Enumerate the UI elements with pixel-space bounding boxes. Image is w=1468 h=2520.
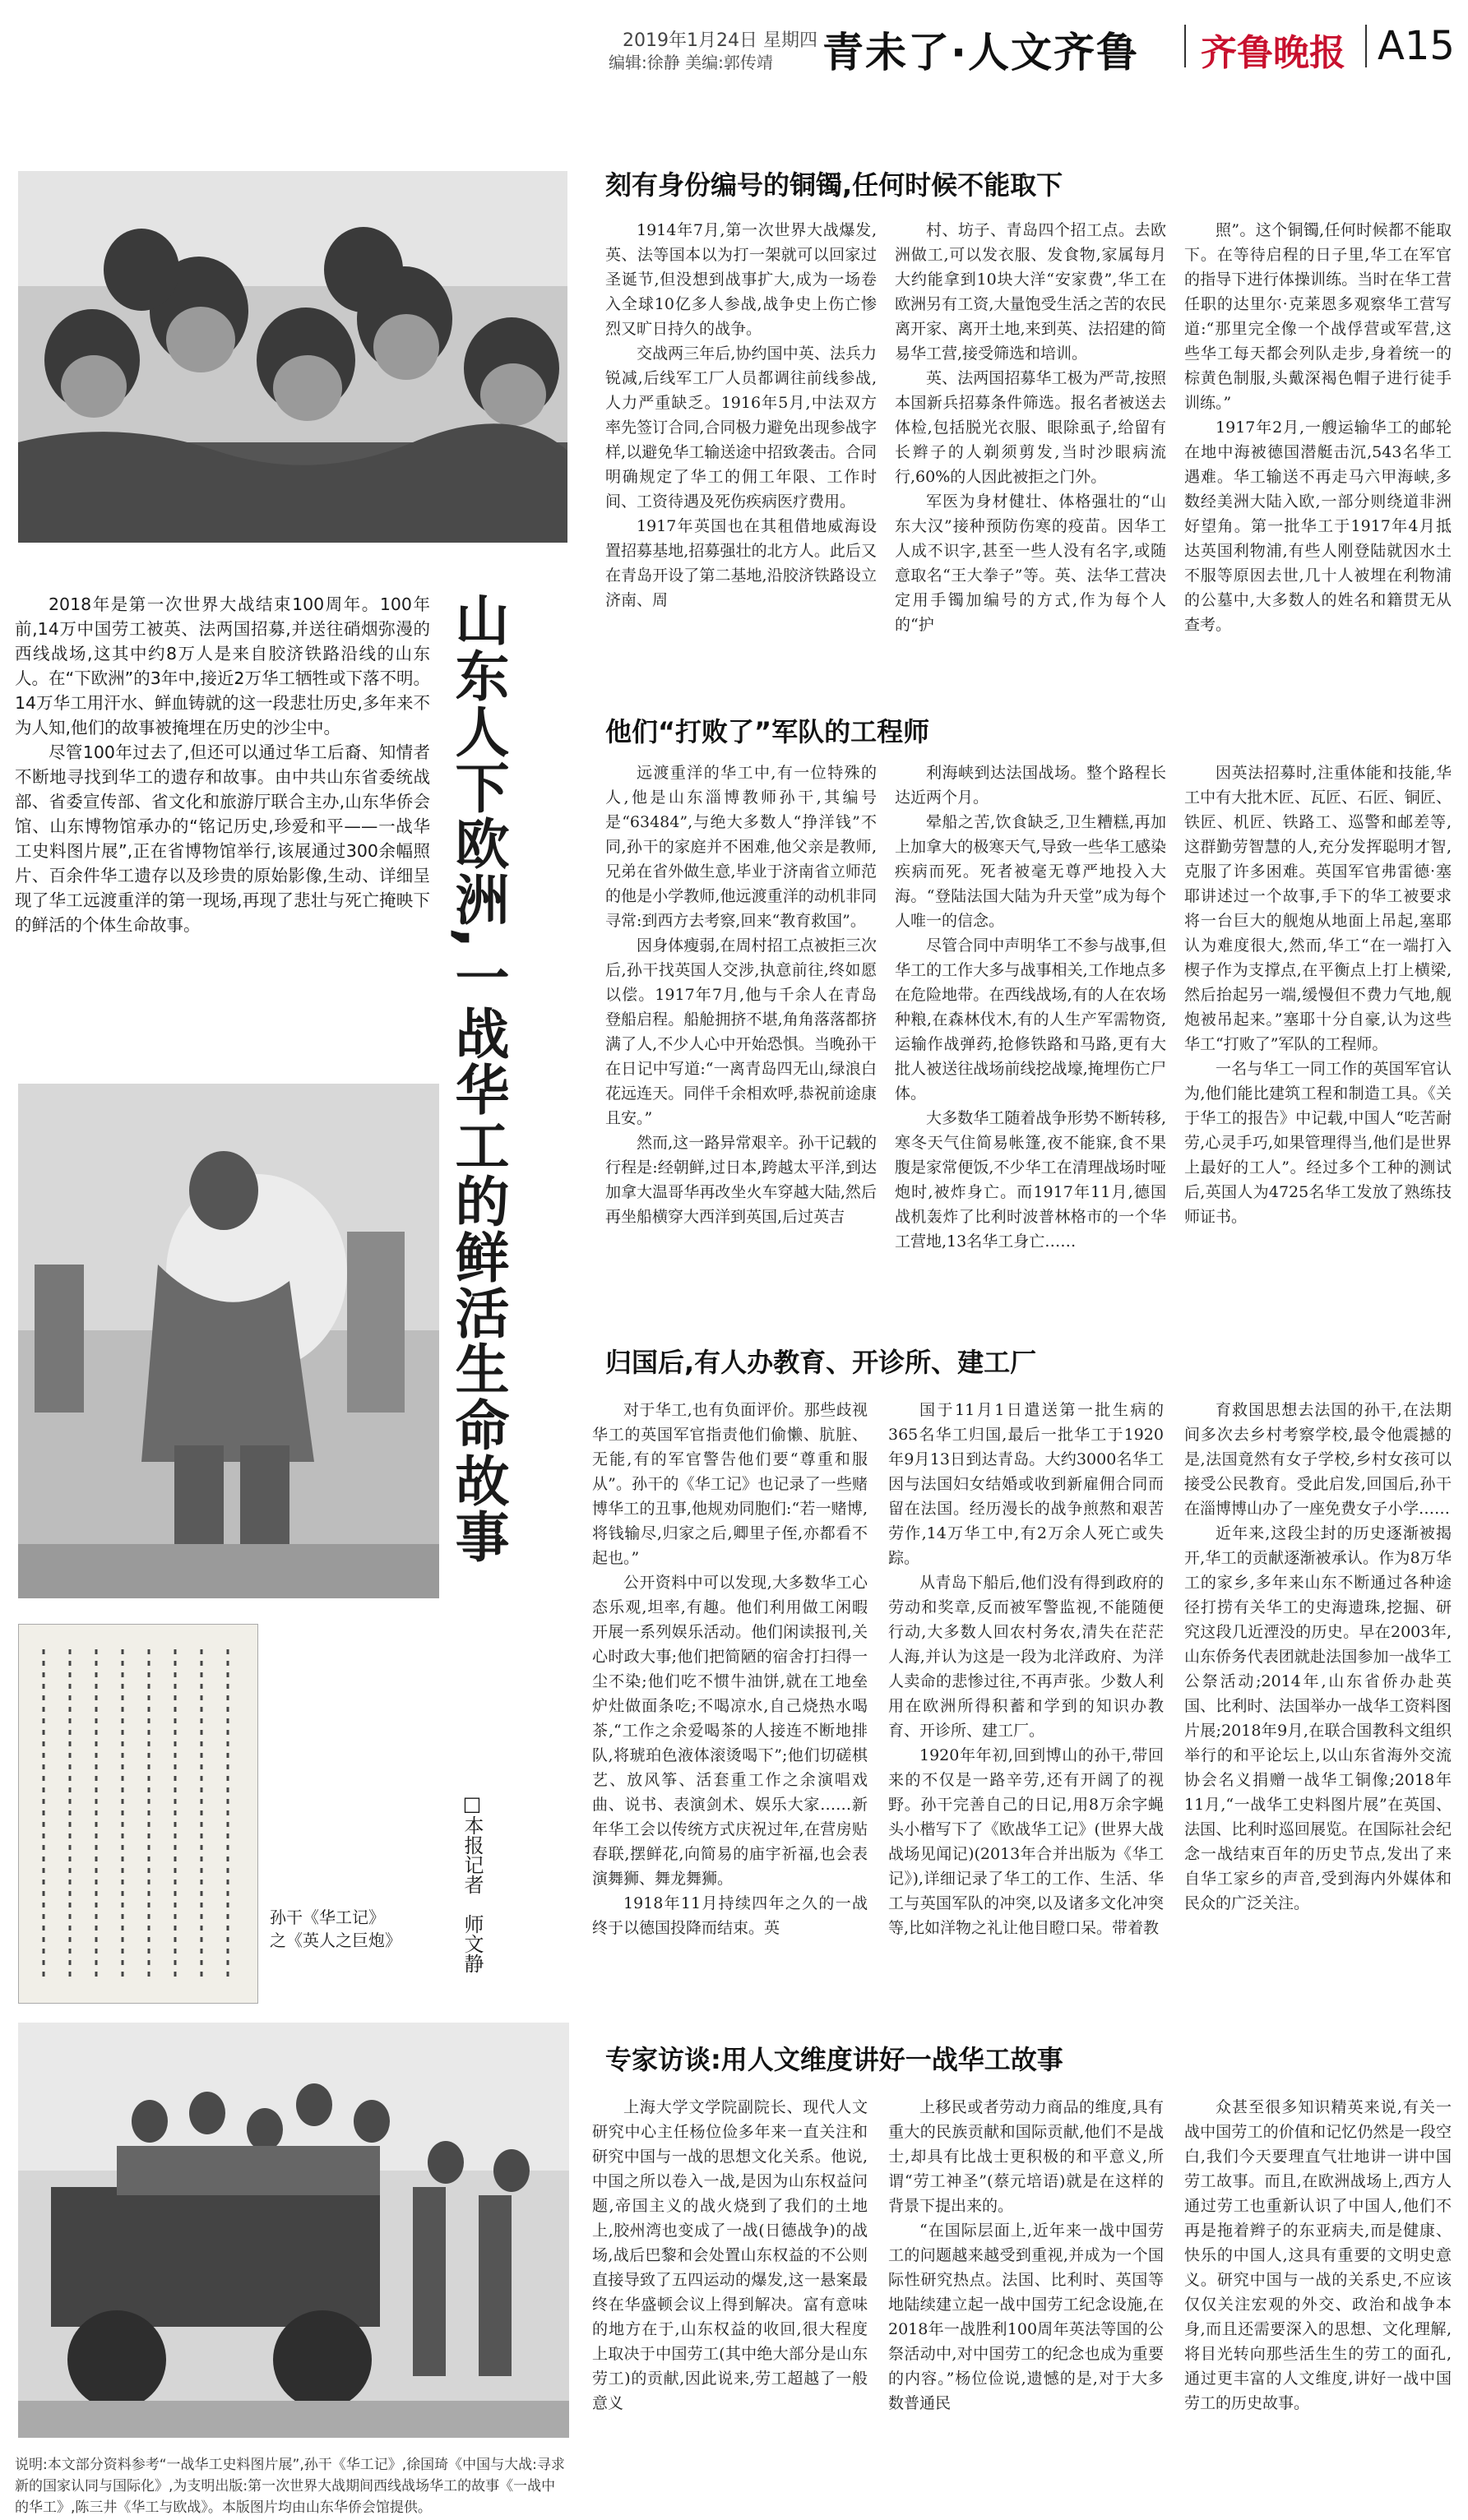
article-column: [1184, 218, 1452, 695]
section-heading: 他们“打败了”军队的工程师: [605, 716, 930, 747]
article-column: [1184, 761, 1452, 1320]
paragraph: 近年来,这段尘封的历史逐渐被揭开,华工的贡献逐渐被承认。作为8万华工的家乡,多年来山东不断通过各种途径打捞有关华工的史海遗珠,挖掘、研究这段几近湮没的历史。早在2003年,山东侨务代表团就赴法国参加一战华工公祭活动;2014年,山东省侨办赴英国、比利时、法国举办一战华工资料图片展;2018年9月,在联合国教科文组织举行的和平论坛上,以山东省海外交流协会名义捐赠一战华工铜像;2018年11月,“一战华工史料图片展”在英国、法国、比利时巡回展览。在国际社会纪念一战结束百年的历史节点,发出了来自华工家乡的声音,受到海内外媒体和民众的广泛关注。: [1184, 1524, 1452, 1912]
paragraph: 对于华工,也有负面评价。那些歧视华工的英国军官指责他们偷懒、肮脏、无能,有的军官警告他们要“尊重和服从”。孙干的《华工记》也记录了一些赌博华工的丑事,他规劝同胞们:“若一赌博,将钱输尽,归家之后,卿里子侄,亦都看不起也。”: [592, 1401, 868, 1567]
editor-credits: 编辑:徐静 美编:郭传靖: [609, 53, 773, 72]
paragraph: 上海大学文学院副院长、现代人文研究中心主任杨位俭多年来一直关注和研究中国与一战的思想文化关系。他说,中国之所以卷入一战,是因为山东权益问题,帝国主义的战火烧到了我们的土地上,胶州湾也变成了一战(日德战争)的战场,战后巴黎和会处置山东权益的不公则直接导致了五四运动的爆发,这一悬案最终在华盛顿会议上得到解决。富有意味的地方在于,山东权益的收回,很大程度上取决于中国劳工(其中绝大部分是山东劳工)的贡献,因此说来,劳工超越了一般意义: [592, 2098, 868, 2412]
paragraph: 公开资料中可以发现,大多数华工心态乐观,坦率,有趣。他们利用做工闲暇开展一系列娱乐活动。他们闲读报刊,关心时政大事;他们把简陋的宿舍打扫得一尘不染;他们吃不惯牛油饼,就在工地垒炉灶做面条吃;不喝凉水,自己烧热水喝茶,“工作之余爱喝茶的人接连不断地排队,将琥珀色液体滚烫喝下”;他们切磋棋艺、放风筝、活套重工作之余演唱戏曲、说书、表演剑术、娱乐大家……新年华工会以传统方式庆祝过年,在营房贴春联,摆鲜花,向简易的庙宇祈福,也会表演舞狮、舞龙舞狮。: [592, 1574, 868, 1888]
paragraph: 因身体瘦弱,在周村招工点被拒三次后,孙干找英国人交涉,执意前往,终如愿以偿。1917年7月,他与千余人在青岛登船启程。船舱拥挤不堪,角角落落都挤满了人,不少人心中开始恐惧。当晚孙干在日记中写道:“一离青岛四无山,绿浪白花远连天。同伴千余相欢呼,恭祝前途康且安。”: [605, 936, 877, 1127]
photo-laborers-group: [18, 171, 567, 543]
article-column: [895, 761, 1166, 1320]
photo-truck-soldiers: [18, 2023, 569, 2438]
article-column: [888, 2095, 1164, 2506]
article-column: [888, 1398, 1164, 2014]
article-column: [1184, 1398, 1452, 2014]
section-heading: 刻有身份编号的铜镯,任何时候不能取下: [605, 169, 1063, 201]
paragraph: 众甚至很多知识精英来说,有关一战中国劳工的价值和记忆仍然是一段空白,我们今天要理直气壮地讲一讲中国劳工故事。而且,在欧洲战场上,西方人通过劳工也重新认识了中国人,他们不再是拖着辫子的东亚病夫,而是健康、快乐的中国人,这具有重要的文明史意义。研究中国与一战的关系史,不应该仅仅关注宏观的外交、政治和战争本身,而且还需要深入的思想、文化理解,将目光转向那些活生生的劳工的面孔,通过更丰富的人文维度,讲好一战中国劳工的历史故事。: [1184, 2098, 1452, 2412]
paragraph: 1917年2月,一艘运输华工的邮轮在地中海被德国潜艇击沉,543名华工遇难。华工输送不再走马六甲海峡,多数经美洲大陆入欧,一部分则绕道非洲好望角。第一批华工于1917年4月抵达英国利物浦,有些人刚登陆就因水土不服等原因去世,几十人被埋在利物浦的公墓中,大多数人的姓名和籍贯无从查考。: [1184, 418, 1452, 634]
header-divider: [1184, 25, 1186, 67]
article-column: [605, 218, 877, 695]
paragraph: 1918年11月持续四年之久的一战终于以德国投降而结束。英: [592, 1894, 868, 1937]
newspaper-logo: 齐鲁晚报: [1201, 32, 1345, 74]
paragraph: 1917年英国也在其租借地威海设置招募基地,招募强壮的北方人。此后又在青岛开设了第二基地,沿胶济铁路设立济南、周: [605, 517, 877, 609]
paragraph: 国于11月1日遣送第一批生病的365名华工归国,最后一批华工于1920年9月13日到达青岛。大约3000名华工因与法国妇女结婚或收到新雇佣合同而留在法国。经历漫长的战争煎熬和艰苦劳作,14万华工中,有2万余人死亡或失踪。: [888, 1401, 1164, 1567]
source-note: 说明:本文部分资料参考“一战华工史料图片展”,孙干《华工记》,徐国琦《中国与大战:寻求新的国家认同与国际化》,为支明出版:第一次世界大战期间西线战场华工的故事《一战中的华工》,陈三井《华工与欧战》。本版图片均由山东华侨会馆提供。: [15, 2457, 565, 2516]
article-column: [592, 1398, 868, 2014]
paragraph: 上移民或者劳动力商品的维度,具有重大的民族贡献和国际贡献,他们不是战士,却具有比战士更积极的和平意义,所谓“劳工神圣”(蔡元培语)就是在这样的背景下提出来的。: [888, 2098, 1164, 2215]
paragraph: 1914年7月,第一次世界大战爆发,英、法等国本以为打一架就可以回家过圣诞节,但没想到战事扩大,成为一场卷入全球10亿多人参战,战争史上伤亡惨烈又旷日持久的战争。: [605, 221, 877, 338]
article-column: [1184, 2095, 1452, 2506]
paragraph: 照”。这个铜镯,任何时候都不能取下。在等待启程的日子里,华工在军官的指导下进行体操训练。当时在华工营任职的达里尔·克莱恩多观察华工营写道:“那里完全像一个战俘营或军营,这些华工每天都会列队走步,身着统一的棕黄色制服,头戴深褐色帽子进行徒手训练。”: [1184, 221, 1452, 412]
intro-paragraph: 2018年是第一次世界大战结束100周年。100年前,14万中国劳工被英、法两国招募,并送往硝烟弥漫的西线战场,这其中约8万人是来自胶济铁路沿线的山东人。在“下欧洲”的3年中,接近2万华工牺牲或下落不明。14万华工用汗水、鲜血铸就的这一段悲壮历史,多年来不为人知,他们的故事被掩埋在历史的沙尘中。: [15, 594, 430, 738]
paragraph: 交战两三年后,协约国中英、法兵力锐减,后线军工厂人员都调往前线参战,人力严重缺乏。1916年5月,中法双方率先签订合同,合同极力避免出现参战字样,以避免华工输送途中招致袭击。合同明确规定了华工的佣工年限、工作时间、工资待遇及死伤疾病医疗费用。: [605, 344, 877, 511]
section-heading: 专家访谈:用人文维度讲好一战华工故事: [605, 2044, 1063, 2075]
main-headline: 山东人下欧洲,一战华工的鲜活生命故事: [446, 592, 509, 1565]
intro-paragraph: 尽管100年过去了,但还可以通过华工后裔、知情者不断地寻找到华工的遗存和故事。由中共山东省委统战部、省委宣传部、省文化和旅游厅联合主办,山东华侨会馆、山东博物馆承办的“铭记历史,珍爱和平——一战华工史料图片展”,正在省博物馆举行,该展通过300余幅照片、百余件华工遗存以及珍贵的原始影像,生动、详细呈现了华工远渡重洋的第一现场,再现了悲壮与死亡掩映下的鲜活的个体生命故事。: [15, 742, 430, 935]
paragraph: 育救国思想去法国的孙干,在法期间多次去乡村考察学校,最令他震撼的是,法国竟然有女子学校,乡村女孩可以接受公民教育。受此启发,回国后,孙干在淄博博山办了一座免费女子小学……: [1184, 1401, 1452, 1518]
intro-text: [15, 592, 430, 937]
photo-manuscript-page: [18, 1624, 258, 2004]
paragraph: 晕船之苦,饮食缺乏,卫生糟糕,再加上加拿大的极寒天气,导致一些华工感染疾病而死。死者被毫无尊严地投入大海。“登陆法国大陆为升天堂”成为每个人唯一的信念。: [895, 813, 1166, 930]
paragraph: 军医为身材健壮、体格强壮的“山东大汉”接种预防伤寒的疫苗。因华工人成不识字,甚至一些人没有名字,或随意取名“王大拳子”等。英、法华工营决定用手镯加编号的方式,作为每个人的“护: [895, 492, 1166, 634]
paragraph: “在国际层面上,近年来一战中国劳工的问题越来越受到重视,并成为一个国际性研究热点。法国、比利时、英国等地陆续建立起一战中国劳工纪念设施,在2018年一战胜利100周年英法等国的公祭活动中,对中国劳工的纪念也成为重要的内容。”杨位俭说,遗憾的是,对于大多数普通民: [888, 2222, 1164, 2412]
paragraph: 村、坊子、青岛四个招工点。去欧洲做工,可以发衣服、发食物,家属每月大约能拿到10块大洋“安家费”,华工在欧洲另有工资,大量饱受生活之苦的农民离开家、离开土地,来到英、法招建的简易华工营,接受筛选和培训。: [895, 221, 1166, 363]
paragraph: 远渡重洋的华工中,有一位特殊的人,他是山东淄博教师孙干,其编号是“63484”,与绝大多数人“挣洋钱”不同,孙干的家庭并不困难,他父亲是教师,兄弟在省外做生意,毕业于济南省立师范的他是小学教师,他远渡重洋的动机非同寻常:到西方去考察,回来“教育救国”。: [605, 764, 877, 930]
byline: □本报记者 师文静: [461, 1792, 484, 1973]
photo-caption: 孙干《华工记》之《英人之巨炮》: [270, 1907, 401, 1950]
section-title: 青未了·人文齐鲁: [822, 29, 1139, 76]
paragraph: 因英法招募时,注重体能和技能,华工中有大批木匠、瓦匠、石匠、铜匠、铁匠、机匠、铁路工、巡警和邮差等,这群勤劳智慧的人,充分发挥聪明才智,克服了许多困难。英国军官弗雷德·塞耶讲述过一个故事,手下的华工被要求将一台巨大的舰炮从地面上吊起,塞耶认为难度很大,然而,华工“在一端打入楔子作为支撑点,在平衡点上打上横梁,然后抬起另一端,缓慢但不费力气地,舰炮被吊起来。”塞耶十分自豪,认为这些华工“打败了”军队的工程师。: [1184, 764, 1452, 1053]
paragraph: 1920年年初,回到博山的孙干,带回来的不仅是一路辛劳,还有开阔了的视野。孙干完善自己的日记,用8万余字蝇头小楷写下了《欧战华工记》(世界大战战场见闻记)(2013年合并出版为《华工记》),详细记录了华工的工作、生活、华工与英国军队的冲突,以及诸多文化冲突等,比如洋物之礼让他目瞪口呆。带着教: [888, 1746, 1164, 1937]
issue-date: 2019年1月24日 星期四: [623, 30, 817, 51]
paragraph: 大多数华工随着战争形势不断转移,寒冬天气住简易帐篷,夜不能寐,食不果腹是家常便饭,不少华工在清理战场时哑炮时,被炸身亡。而1917年11月,德国战机轰炸了比利时波普林格市的一个华工营地,13名华工身亡……: [895, 1109, 1166, 1251]
article-column: [592, 2095, 868, 2506]
photo-laborer-carrying-sack: [18, 1084, 439, 1598]
paragraph: 尽管合同中声明华工不参与战事,但华工的工作大多与战事相关,工作地点多在危险地带。在西线战场,有的人在农场种粮,在森林伐木,有的人生产军需物资,运输作战弹药,抢修铁路和马路,更有大批人被送往战场前线挖战壕,掩埋伤亡尸体。: [895, 936, 1166, 1103]
paragraph: 然而,这一路异常艰辛。孙干记载的行程是:经朝鲜,过日本,跨越太平洋,到达加拿大温哥华再改坐火车穿越大陆,然后再坐船横穿大西洋到英国,后过英吉: [605, 1134, 877, 1226]
paragraph: 一名与华工一同工作的英国军官认为,他们能比建筑工程和制造工具。《关于华工的报告》中记载,中国人“吃苦耐劳,心灵手巧,如果管理得当,他们是世界上最好的工人”。经过多个工种的测试后,英国人为4725名华工发放了熟练技师证书。: [1184, 1060, 1452, 1226]
section-heading: 归国后,有人办教育、开诊所、建工厂: [605, 1347, 1037, 1378]
page-number: A15: [1378, 23, 1455, 69]
paragraph: 英、法两国招募华工极为严苛,按照本国新兵招募条件筛选。报名者被送去体检,包括脱光衣服、眼除虱子,给留有长辫子的人剃须剪发,当时沙眼病流行,60%的人因此被拒之门外。: [895, 369, 1166, 486]
paragraph: 从青岛下船后,他们没有得到政府的劳动和奖章,反而被军警监视,不能随便行动,大多数人回农村务农,清失在茫茫人海,并认为这是一段为北洋政府、为洋人卖命的悲惨过往,不再声张。少数人利用在欧洲所得积蓄和学到的知识办教育、开诊所、建工厂。: [888, 1574, 1164, 1740]
article-column: [895, 218, 1166, 695]
header-divider-2: [1365, 25, 1367, 67]
paragraph: 利海峡到达法国战场。整个路程长达近两个月。: [895, 764, 1166, 807]
article-column: [605, 761, 877, 1320]
